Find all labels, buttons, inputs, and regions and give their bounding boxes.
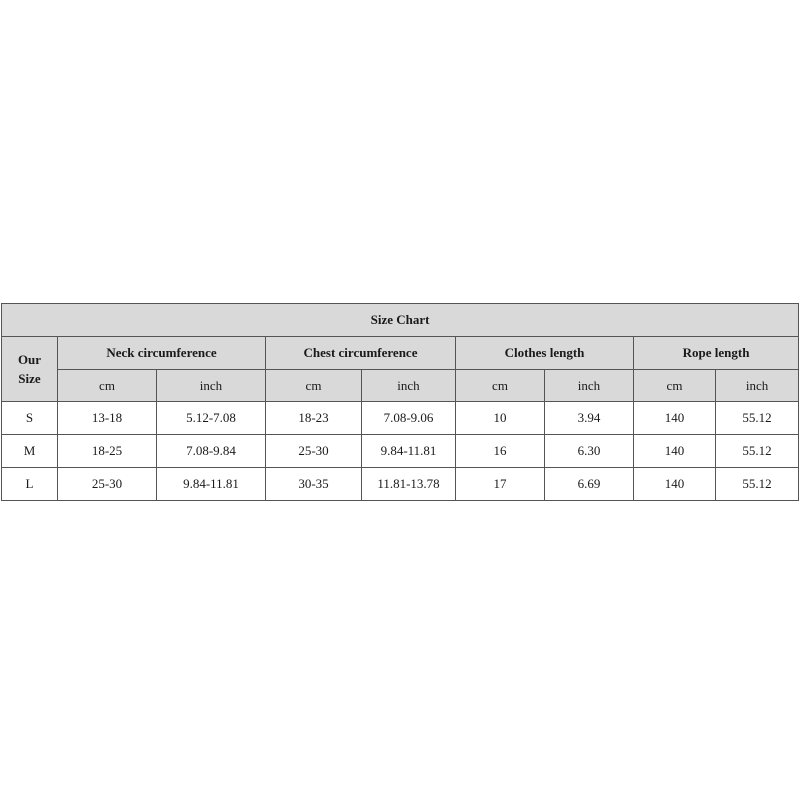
unit-header: cm [58, 370, 157, 402]
table-cell: 7.08-9.06 [362, 402, 456, 435]
group-header-rope-length: Rope length [634, 337, 799, 370]
group-header-neck: Neck circumference [58, 337, 266, 370]
table-cell: 55.12 [716, 402, 799, 435]
table-cell: 6.69 [545, 468, 634, 501]
unit-header: cm [456, 370, 545, 402]
unit-header: inch [157, 370, 266, 402]
size-chart-table [1, 303, 799, 501]
size-cell: M [2, 435, 58, 468]
group-header-chest: Chest circumference [266, 337, 456, 370]
size-cell: L [2, 468, 58, 501]
size-header-line1: Our [17, 352, 42, 367]
table-cell: 5.12-7.08 [157, 402, 266, 435]
table-cell: 9.84-11.81 [362, 435, 456, 468]
table-cell: 25-30 [266, 435, 362, 468]
size-header-line2: Size [18, 371, 41, 386]
unit-header: cm [266, 370, 362, 402]
table-cell: 7.08-9.84 [157, 435, 266, 468]
table-cell: 13-18 [58, 402, 157, 435]
table-cell: 17 [456, 468, 545, 501]
table-row [2, 468, 799, 501]
table-row [2, 435, 799, 468]
group-header-row [2, 337, 799, 370]
size-column-header [2, 337, 58, 402]
table-cell: 11.81-13.78 [362, 468, 456, 501]
title-row [2, 304, 799, 337]
table-cell: 3.94 [545, 402, 634, 435]
unit-header-row [2, 370, 799, 402]
table-cell: 30-35 [266, 468, 362, 501]
table-cell: 55.12 [716, 468, 799, 501]
table-cell: 140 [634, 435, 716, 468]
unit-header: inch [716, 370, 799, 402]
table-cell: 18-23 [266, 402, 362, 435]
table-cell: 140 [634, 468, 716, 501]
table-title: Size Chart [2, 304, 799, 337]
table-cell: 6.30 [545, 435, 634, 468]
table-row [2, 402, 799, 435]
table-cell: 55.12 [716, 435, 799, 468]
table-cell: 140 [634, 402, 716, 435]
size-cell: S [2, 402, 58, 435]
table-cell: 25-30 [58, 468, 157, 501]
table-cell: 9.84-11.81 [157, 468, 266, 501]
unit-header: inch [545, 370, 634, 402]
unit-header: cm [634, 370, 716, 402]
group-header-clothes-length: Clothes length [456, 337, 634, 370]
table-cell: 10 [456, 402, 545, 435]
table-cell: 18-25 [58, 435, 157, 468]
unit-header: inch [362, 370, 456, 402]
table-cell: 16 [456, 435, 545, 468]
